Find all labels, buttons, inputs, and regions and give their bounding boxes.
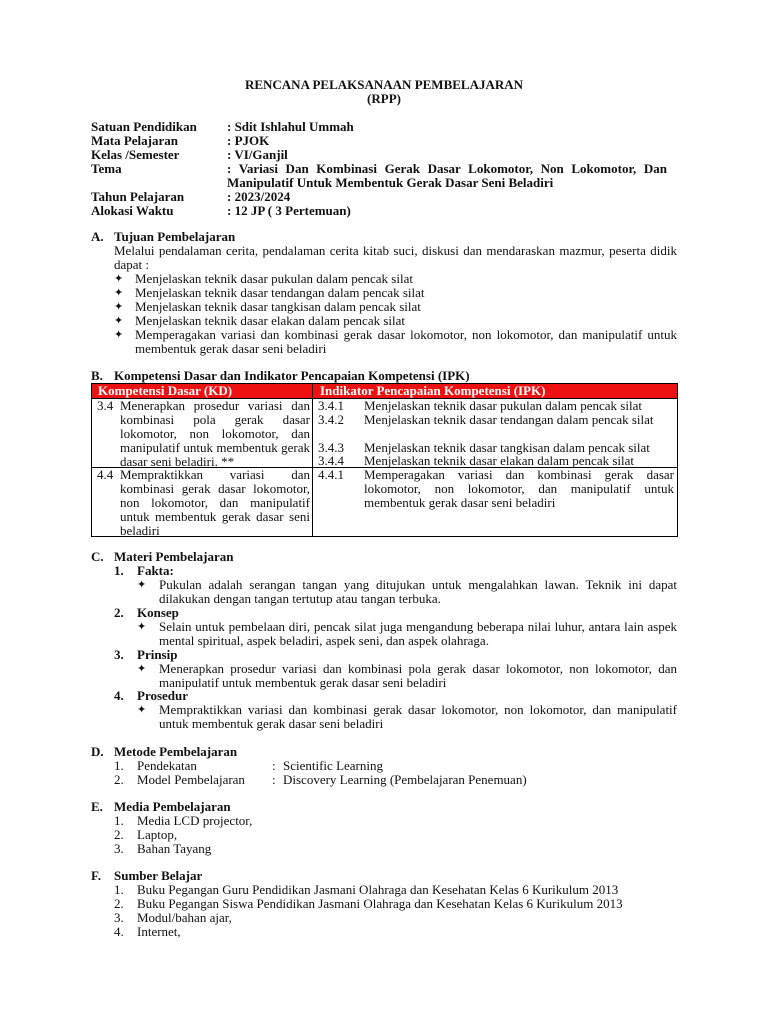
materi-subheading: 2. Konsep	[114, 605, 179, 620]
four-point-star-icon: ✦	[114, 287, 124, 299]
section-b-heading: B. Kompetensi Dasar dan Indikator Pencapaian Kompetensi (IPK)	[91, 368, 470, 383]
identity-label: Alokasi Waktu	[91, 203, 174, 218]
document-title: RENCANA PELAKSANAAN PEMBELAJARAN	[244, 77, 524, 92]
identity-label: Tema	[91, 161, 122, 176]
section-f-heading: F. Sumber Belajar	[91, 868, 203, 883]
four-point-star-icon: ✦	[137, 663, 147, 675]
table-cell-ipk: 3.4.2 Menjelaskan teknik dasar tendangan dalam pencak silat	[318, 412, 654, 427]
document-subtitle: (RPP)	[367, 91, 401, 106]
section-c-heading: C. Materi Pembelajaran	[91, 549, 234, 564]
section-a-heading: A. Tujuan Pembelajaran	[91, 229, 236, 244]
table-cell-kd: 4.4 Mempraktikkan variasi dan kombinasi gerak dasar lokomotor, non lokomotor, dan manipulatif untuk membentuk gerak dasar seni beladiri	[97, 467, 310, 538]
section-e-heading: E. Media Pembelajaran	[91, 799, 231, 814]
table-cell-ipk: 3.4.4 Menjelaskan teknik dasar elakan dalam pencak silat	[318, 453, 635, 468]
table-cell-ipk: 4.4.1 Memperagakan variasi dan kombinasi gerak dasar lokomotor, non lokomotor, dan manipulatif untuk membentuk gerak dasar seni beladiri	[318, 467, 674, 510]
table-divider	[312, 384, 313, 536]
table-header-ipk: Indikator Pencapaian Kompetensi (IPK)	[313, 384, 677, 398]
section-a-intro: Melalui pendalaman cerita, pendalaman cerita kitab suci, diskusi dan mendaraskan mazmur, peserta didik dapat :	[114, 243, 677, 272]
identity-label: Kelas /Semester	[91, 147, 180, 162]
identity-value: : Variasi Dan Kombinasi Gerak Dasar Lokomotor, Non Lokomotor, Dan Manipulatif Untuk Membentuk Gerak Dasar Seni Beladiri	[227, 161, 667, 190]
section-d-heading: D. Metode Pembelajaran	[91, 744, 238, 759]
four-point-star-icon: ✦	[137, 621, 147, 633]
table-cell-kd: 3.4 Menerapkan prosedur variasi dan kombinasi pola gerak dasar lokomotor, non lokomotor, dan manipulatif untuk membentuk gerak dasar seni beladiri. **	[97, 398, 310, 469]
four-point-star-icon: ✦	[137, 704, 147, 716]
materi-subheading: 1. Fakta:	[114, 563, 174, 578]
four-point-star-icon: ✦	[114, 329, 124, 341]
table-header-kd: Kompetensi Dasar (KD)	[92, 384, 312, 398]
identity-value: : 12 JP ( 3 Pertemuan)	[227, 203, 351, 218]
document-page: RENCANA PELAKSANAAN PEMBELAJARAN (RPP) Satuan Pendidikan : Sdit Ishlahul Ummah Mata Pelajaran : PJOK Kelas /Semester : VI/Ganjil Tema : Variasi Dan Kombinasi Gerak Dasar Lokomotor, Non Lokomotor, Dan Manipulatif Untuk Membentuk Gerak Dasar Seni Beladiri Tahun Pelajaran : 2023/2024 Alokasi Waktu : 12 JP ( 3 Pertemuan) A. Tujuan Pembelajaran Melalui pendalaman cerita, pendalaman cerita kitab suci, diskusi dan mendaraskan mazmur, peserta didik dapat : ✦ Menjelaskan teknik dasar pukulan dalam pencak silat ✦ Menjelaskan teknik dasar tendangan dalam pencak silat ✦ Menjelaskan teknik dasar tangkisan dalam pencak silat ✦ Menjelaskan teknik dasar elakan dalam pencak silat ✦ Memperagakan variasi dan kombinasi gerak dasar lokomotor, non lokomotor, dan manipulatif untuk membentuk gerak dasar seni beladiri B. Kompetensi Dasar dan Indikator Pencapaian Kompetensi (IPK) Kompetensi Dasar (KD) Indikator Pencapaian Kompetensi (IPK) 3.4 Menerapkan prosedur variasi dan kombinasi pola gerak dasar lokomotor, non lokomotor, dan manipulatif untuk membentuk gerak dasar seni beladiri. ** 3.4.1 Menjelaskan teknik dasar pukulan dalam pencak silat 3.4.2 Menjelaskan teknik dasar tendangan dalam pencak silat 3.4.3 Menjelaskan teknik dasar tangkisan dalam pencak silat 3.4.4 Menjelaskan teknik dasar elakan dalam pencak silat 4.4 Mempraktikkan variasi dan kombinasi gerak dasar lokomotor, non lokomotor, dan manipulatif untuk membentuk gerak dasar seni beladiri 4.4.1 Memperagakan variasi dan kombinasi gerak dasar lokomotor, non lokomotor, dan manipulatif untuk membentuk gerak dasar seni beladiri C. Materi Pembelajaran 1. Fakta: ✦ Pukulan adalah serangan tangan yang ditujukan untuk mengalahkan lawan. Teknik ini dapat dilakukan dengan tangan tertutup atau tangan terbuka. 2. Konsep ✦ Selain untuk pembelaan diri, pencak silat juga mengandung beberapa nilai luhur, antara lain aspek mental spiritual, aspek beladiri, aspek seni, dan aspek olahraga. 3. Prinsip ✦ Menerapkan prosedur variasi dan kombinasi pola gerak dasar lokomotor, non lokomotor, dan manipulatif untuk membentuk gerak dasar seni beladiri 4. Prosedur ✦ Mempraktikkan variasi dan kombinasi gerak dasar lokomotor, non lokomotor, dan manipulatif untuk membentuk gerak dasar seni beladiri D. Metode Pembelajaran 1. Pendekatan : Scientific Learning 2. Model Pembelajaran : Discovery Learning (Pembelajaran Penemuan) E. Media Pembelajaran 1. Media LCD projector, 2. Laptop, 3. Bahan Tayang F. Sumber Belajar 1. Buku Pegangan Guru Pendidikan Jasmani Olahraga dan Kesehatan Kelas 6 Kurikulum 2013 2. Buku Pegangan Siswa Pendidikan Jasmani Olahraga dan Kesehatan Kelas 6 Kurikulum 2013 3. Modul/bahan ajar, 4. Internet,	[0, 0, 768, 1024]
table-cell-ipk: 3.4.3 Menjelaskan teknik dasar tangkisan dalam pencak silat	[318, 440, 650, 455]
identity-value: : PJOK	[227, 133, 270, 148]
four-point-star-icon: ✦	[114, 301, 124, 313]
four-point-star-icon: ✦	[114, 273, 124, 285]
four-point-star-icon: ✦	[137, 579, 147, 591]
identity-value: : 2023/2024	[227, 189, 291, 204]
materi-subheading: 3. Prinsip	[114, 647, 178, 662]
materi-subheading: 4. Prosedur	[114, 688, 189, 703]
identity-label: Satuan Pendidikan	[91, 119, 197, 134]
table-cell-ipk: 3.4.1 Menjelaskan teknik dasar pukulan dalam pencak silat	[318, 398, 642, 413]
competency-table	[91, 383, 678, 537]
four-point-star-icon: ✦	[114, 315, 124, 327]
identity-value: : Sdit Ishlahul Ummah	[227, 119, 354, 134]
identity-label: Tahun Pelajaran	[91, 189, 185, 204]
identity-value: : VI/Ganjil	[227, 147, 288, 162]
identity-label: Mata Pelajaran	[91, 133, 179, 148]
